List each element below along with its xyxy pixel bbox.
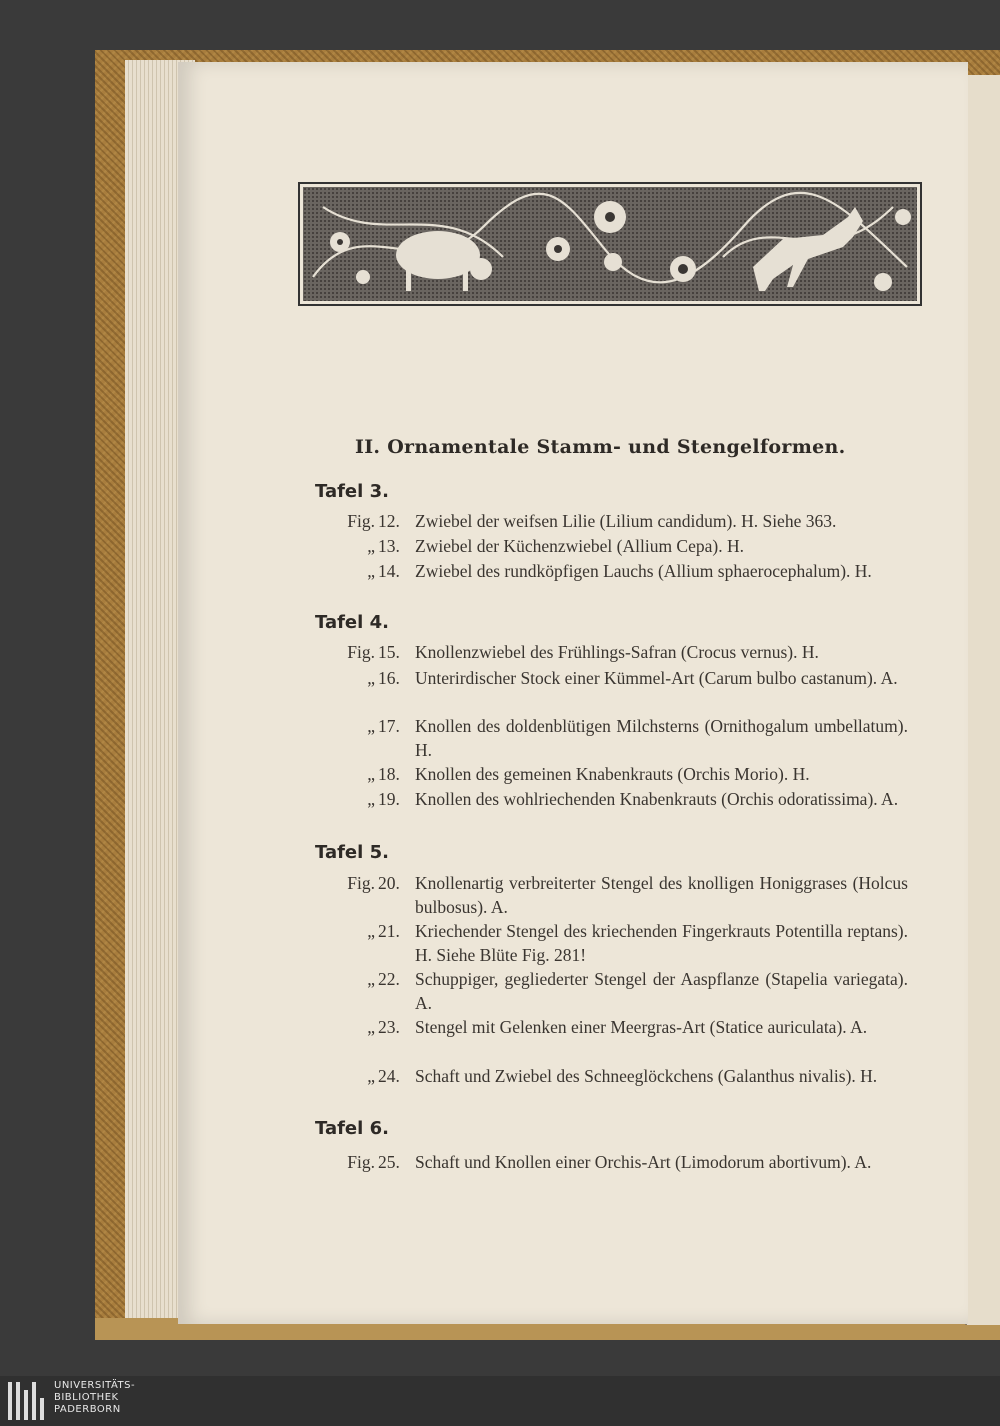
figure-description: Knollen des doldenblütigen Milchsterns (Ornithogalum umbellatum). H.: [415, 716, 908, 760]
tafel-heading: Tafel 6.: [315, 1118, 389, 1139]
library-name: [54, 1380, 135, 1416]
figure-label: „: [367, 561, 375, 581]
figure-number: 20.: [378, 873, 400, 893]
figure-description: Schaft und Knollen einer Orchis-Art (Limodorum abortivum). A.: [415, 1152, 872, 1172]
figure-description: Kriechender Stengel des kriechenden Fingerkrauts Potentilla reptans). H. Siehe Blüte Fig. 281!: [415, 921, 908, 965]
figure-number: 24.: [378, 1066, 400, 1086]
figure-label: „: [367, 764, 375, 784]
figure-description: Knollenartig verbreiterter Stengel des knolligen Honiggrases (Holcus bulbosus). A.: [415, 873, 908, 917]
figure-number: 25.: [378, 1152, 400, 1172]
figure-description: Knollen des wohlriechenden Knabenkrauts (Orchis odoratissima). A.: [415, 789, 899, 809]
figure-description: Knollen des gemeinen Knabenkrauts (Orchis Morio). H.: [415, 764, 810, 784]
tafel-heading: Tafel 4.: [315, 612, 389, 633]
figure-number: 19.: [378, 789, 400, 809]
figure-label: „: [367, 668, 375, 688]
figure-number: 17.: [378, 716, 400, 736]
figure-number: 22.: [378, 969, 400, 989]
figure-description: Zwiebel der weifsen Lilie (Lilium candidum). H. Siehe 363.: [415, 511, 837, 531]
figure-number: 15.: [378, 642, 400, 662]
figure-description: Schuppiger, gegliederter Stengel der Aaspflanze (Stapelia variegata). A.: [415, 969, 908, 1013]
figure-label: „: [367, 969, 375, 989]
figure-label: Fig.: [347, 511, 375, 531]
figure-description: Zwiebel des rundköpfigen Lauchs (Allium sphaerocephalum). H.: [415, 561, 872, 581]
library-name-line2: BIBLIOTHEK: [54, 1392, 119, 1403]
figure-label: „: [367, 536, 375, 556]
library-name-line1: UNIVERSITÄTS-: [54, 1380, 136, 1391]
library-logo-icon: [8, 1382, 46, 1420]
figure-number: 18.: [378, 764, 400, 784]
section-heading: II. Ornamentale Stamm- und Stengelformen.: [355, 436, 846, 458]
figure-description: Knollenzwiebel des Frühlings-Safran (Crocus vernus). H.: [415, 642, 819, 662]
tafel-heading: Tafel 5.: [315, 842, 389, 863]
floral-animal-ornament-image: [303, 187, 917, 301]
figure-description: Zwiebel der Küchenzwiebel (Allium Cepa). H.: [415, 536, 744, 556]
facing-page-edge: [965, 75, 1000, 1325]
figure-number: 21.: [378, 921, 400, 941]
figure-number: 12.: [378, 511, 400, 531]
figure-description: Unterirdischer Stock einer Kümmel-Art (Carum bulbo castanum). A.: [415, 668, 898, 688]
figure-label: „: [367, 789, 375, 809]
figure-label: Fig.: [347, 642, 375, 662]
figure-label: „: [367, 921, 375, 941]
figure-number: 13.: [378, 536, 400, 556]
figure-number: 23.: [378, 1017, 400, 1037]
tafel-heading: Tafel 3.: [315, 481, 389, 502]
figure-label: „: [367, 1017, 375, 1037]
library-footer: [0, 1376, 1000, 1426]
figure-description: Stengel mit Gelenken einer Meergras-Art (Statice auriculata). A.: [415, 1017, 868, 1037]
figure-number: 14.: [378, 561, 400, 581]
figure-description: Schaft und Zwiebel des Schneeglöckchens (Galanthus nivalis). H.: [415, 1066, 878, 1086]
figure-label: Fig.: [347, 873, 375, 893]
figure-label: Fig.: [347, 1152, 375, 1172]
figure-label: „: [367, 1066, 375, 1086]
figure-label: „: [367, 716, 375, 736]
ornamental-vignette: [298, 182, 922, 306]
library-name-line3: PADERBORN: [54, 1404, 121, 1415]
figure-number: 16.: [378, 668, 400, 688]
